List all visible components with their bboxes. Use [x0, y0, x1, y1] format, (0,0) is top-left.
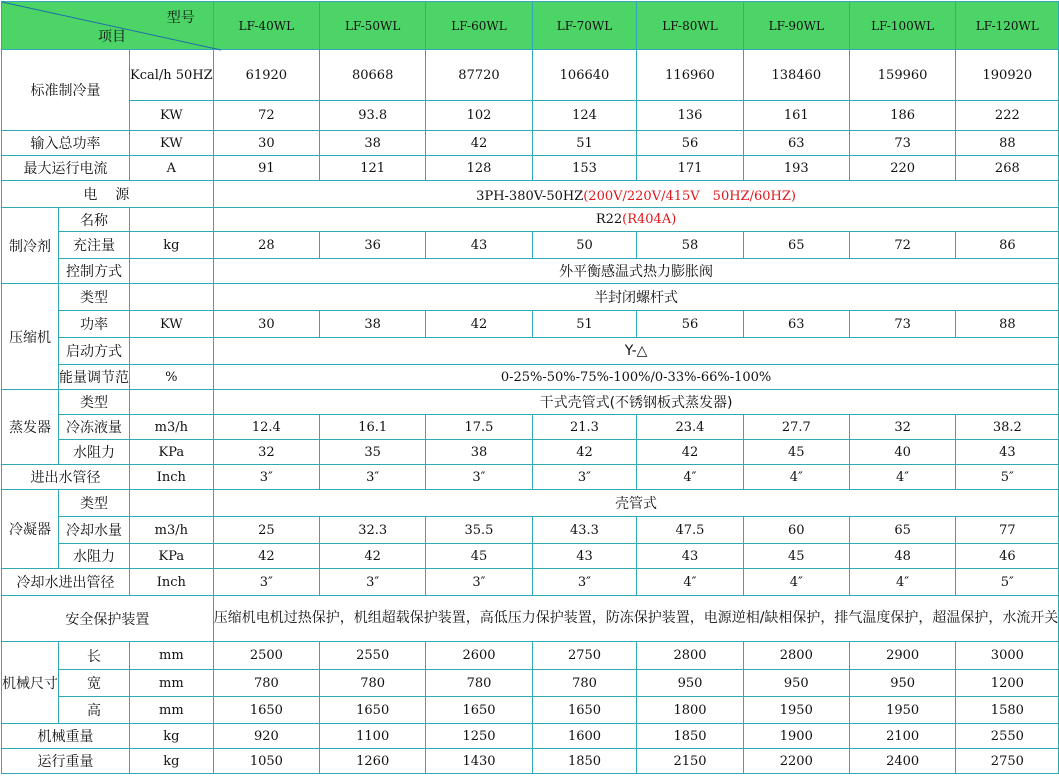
unit-cell: kg	[130, 749, 214, 774]
table-row	[2, 131, 1059, 156]
value-cell: 950	[743, 670, 849, 697]
model-header: LF-40WL	[213, 2, 319, 50]
table-row	[2, 156, 1059, 181]
refrigerant-main: R22	[595, 212, 623, 227]
value-cell: 124	[532, 101, 637, 131]
value-cell: 30	[213, 311, 319, 338]
value-cell: 4″	[849, 569, 955, 596]
row-label: 运行重量	[2, 749, 130, 774]
value-cell: 4″	[743, 569, 849, 596]
unit-cell	[130, 490, 214, 517]
value-cell: 43	[532, 544, 637, 569]
value-cell: 1200	[956, 670, 1059, 697]
value-cell: 1950	[743, 697, 849, 724]
value-cell: 56	[637, 131, 743, 156]
item-label: 项目	[98, 29, 126, 45]
value-cell: 1850	[637, 724, 743, 749]
unit-cell	[130, 259, 214, 284]
group-label: 蒸发器	[2, 390, 59, 465]
value-cell: 91	[213, 156, 319, 181]
value-cell: 1050	[213, 749, 319, 774]
value-cell: 65	[743, 232, 849, 259]
value-cell: 61920	[213, 50, 319, 101]
group-label: 制冷剂	[2, 208, 59, 284]
value-cell: 3″	[426, 465, 532, 490]
value-cell: 36	[320, 232, 426, 259]
value-cell: 121	[320, 156, 426, 181]
model-label: 型号	[166, 10, 195, 26]
control-method-value: 外平衡感温式热力膨胀阀	[213, 259, 1059, 284]
header-corner-cell	[2, 2, 214, 50]
value-cell: 43	[426, 232, 532, 259]
value-cell: 3″	[532, 465, 637, 490]
spec-table	[1, 1, 1059, 774]
group-label: 压缩机	[2, 284, 59, 390]
sub-label: 启动方式	[59, 338, 130, 365]
value-cell: 73	[849, 311, 955, 338]
value-cell: 45	[426, 544, 532, 569]
model-header: LF-100WL	[849, 2, 955, 50]
compressor-type-value: 半封闭螺杆式	[213, 284, 1059, 311]
sub-label: 充注量	[59, 232, 130, 259]
table-row	[2, 208, 1059, 232]
table-row	[2, 465, 1059, 490]
model-header: LF-60WL	[426, 2, 532, 50]
table-row	[2, 338, 1059, 365]
value-cell: 102	[426, 101, 532, 131]
value-cell: 51	[532, 131, 637, 156]
value-cell: 42	[532, 440, 637, 465]
unit-cell: m3/h	[130, 415, 214, 440]
table-row	[2, 284, 1059, 311]
value-cell: 4″	[743, 465, 849, 490]
value-cell: 3000	[956, 642, 1059, 670]
value-cell: 30	[213, 131, 319, 156]
group-label: 机械尺寸	[2, 642, 59, 724]
value-cell: 2800	[743, 642, 849, 670]
table-row	[2, 517, 1059, 544]
value-cell: 42	[426, 131, 532, 156]
unit-cell: mm	[130, 642, 214, 670]
value-cell: 1600	[532, 724, 637, 749]
value-cell: 5″	[956, 569, 1059, 596]
value-cell: 159960	[849, 50, 955, 101]
value-cell: 87720	[426, 50, 532, 101]
value-cell: 32.3	[320, 517, 426, 544]
value-cell: 2550	[320, 642, 426, 670]
value-cell: 93.8	[320, 101, 426, 131]
table-row	[2, 390, 1059, 415]
value-cell: 2550	[956, 724, 1059, 749]
unit-cell: A	[130, 156, 214, 181]
value-cell: 35.5	[426, 517, 532, 544]
sub-label: 高	[59, 697, 130, 724]
sub-label: 类型	[59, 390, 130, 415]
unit-cell: kg	[130, 232, 214, 259]
value-cell: 3″	[213, 465, 319, 490]
unit-cell: KW	[130, 131, 214, 156]
value-cell: 2500	[213, 642, 319, 670]
unit-cell: %	[130, 365, 214, 390]
table-row	[2, 724, 1059, 749]
value-cell: 38.2	[956, 415, 1059, 440]
value-cell: 27.7	[743, 415, 849, 440]
value-cell: 3″	[426, 569, 532, 596]
sub-label: 能量调节范	[59, 365, 130, 390]
unit-cell: mm	[130, 670, 214, 697]
value-cell: 72	[213, 101, 319, 131]
value-cell: 1100	[320, 724, 426, 749]
row-label: 冷却水进出管径	[2, 569, 130, 596]
start-method-value: Y-△	[213, 338, 1059, 365]
unit-cell: KW	[130, 311, 214, 338]
table-row	[2, 642, 1059, 670]
table-row	[2, 365, 1059, 390]
value-cell: 1950	[849, 697, 955, 724]
value-cell: 63	[743, 131, 849, 156]
value-cell: 920	[213, 724, 319, 749]
table-row	[2, 749, 1059, 774]
value-cell: 2100	[849, 724, 955, 749]
value-cell: 153	[532, 156, 637, 181]
sub-label: 冷却水量	[59, 517, 130, 544]
value-cell: 1800	[637, 697, 743, 724]
value-cell: 43	[637, 544, 743, 569]
header-row	[2, 2, 1059, 50]
value-cell: 4″	[637, 569, 743, 596]
value-cell: 43.3	[532, 517, 637, 544]
table-row	[2, 544, 1059, 569]
unit-cell: m3/h	[130, 517, 214, 544]
value-cell: 220	[849, 156, 955, 181]
value-cell: 72	[849, 232, 955, 259]
value-cell: 38	[320, 311, 426, 338]
unit-cell: KPa	[130, 544, 214, 569]
sub-label: 名称	[59, 208, 130, 232]
value-cell: 116960	[637, 50, 743, 101]
row-label: 机械重量	[2, 724, 130, 749]
value-cell: 46	[956, 544, 1059, 569]
value-cell: 2800	[637, 642, 743, 670]
value-cell: 56	[637, 311, 743, 338]
table-row	[2, 596, 1059, 642]
row-label: 电 源	[2, 181, 214, 208]
unit-cell	[130, 338, 214, 365]
value-cell: 73	[849, 131, 955, 156]
unit-cell: KW	[130, 101, 214, 131]
unit-cell: Inch	[130, 569, 214, 596]
value-cell: 63	[743, 311, 849, 338]
value-cell: 80668	[320, 50, 426, 101]
value-cell: 58	[637, 232, 743, 259]
table-row	[2, 490, 1059, 517]
value-cell: 128	[426, 156, 532, 181]
value-cell: 86	[956, 232, 1059, 259]
value-cell: 2750	[956, 749, 1059, 774]
value-cell: 51	[532, 311, 637, 338]
value-cell: 136	[637, 101, 743, 131]
value-cell: 60	[743, 517, 849, 544]
unit-cell	[130, 390, 214, 415]
value-cell: 38	[426, 440, 532, 465]
value-cell: 42	[213, 544, 319, 569]
value-cell: 88	[956, 131, 1059, 156]
value-cell: 780	[426, 670, 532, 697]
value-cell: 1900	[743, 724, 849, 749]
value-cell: 65	[849, 517, 955, 544]
value-cell: 32	[213, 440, 319, 465]
value-cell: 28	[213, 232, 319, 259]
power-supply-main: 3PH-380V-50HZ	[476, 188, 584, 204]
power-supply-alt: (200V/220V/415V 50HZ/60HZ)	[583, 188, 796, 204]
row-label: 输入总功率	[2, 131, 130, 156]
value-cell: 1650	[532, 697, 637, 724]
value-cell: 1580	[956, 697, 1059, 724]
sub-label: 控制方式	[59, 259, 130, 284]
group-label: 冷凝器	[2, 490, 59, 569]
unit-cell: Kcal/h 50HZ	[130, 50, 214, 101]
value-cell: 190920	[956, 50, 1059, 101]
value-cell: 2600	[426, 642, 532, 670]
unit-cell: mm	[130, 697, 214, 724]
table-row	[2, 670, 1059, 697]
value-cell: 1650	[426, 697, 532, 724]
safety-value: 压缩机电机过热保护，机组超载保护装置，高低压力保护装置，防冻保护装置，电源逆相/缺相保护，排气温度保护，超温保护，水流开关	[213, 596, 1059, 642]
value-cell: 25	[213, 517, 319, 544]
value-cell: 138460	[743, 50, 849, 101]
row-label: 标准制冷量	[2, 50, 130, 131]
value-cell: 47.5	[637, 517, 743, 544]
sub-label: 水阻力	[59, 440, 130, 465]
value-cell: 3″	[320, 569, 426, 596]
value-cell: 3″	[213, 569, 319, 596]
sub-label: 水阻力	[59, 544, 130, 569]
value-cell: 2150	[637, 749, 743, 774]
model-header: LF-70WL	[532, 2, 637, 50]
value-cell: 780	[213, 670, 319, 697]
table-row	[2, 181, 1059, 208]
value-cell: 268	[956, 156, 1059, 181]
capacity-range-value: 0-25%-50%-75%-100%/0-33%-66%-100%	[213, 365, 1059, 390]
value-cell: 1250	[426, 724, 532, 749]
value-cell: 77	[956, 517, 1059, 544]
sub-label: 类型	[59, 490, 130, 517]
table-row	[2, 50, 1059, 101]
value-cell: 45	[743, 544, 849, 569]
value-cell: 16.1	[320, 415, 426, 440]
power-supply-value	[213, 181, 1059, 208]
model-header: LF-120WL	[956, 2, 1059, 50]
value-cell: 17.5	[426, 415, 532, 440]
value-cell: 193	[743, 156, 849, 181]
value-cell: 23.4	[637, 415, 743, 440]
value-cell: 161	[743, 101, 849, 131]
value-cell: 780	[532, 670, 637, 697]
value-cell: 45	[743, 440, 849, 465]
value-cell: 1850	[532, 749, 637, 774]
value-cell: 88	[956, 311, 1059, 338]
value-cell: 50	[532, 232, 637, 259]
unit-cell: Inch	[130, 465, 214, 490]
unit-cell: kg	[130, 724, 214, 749]
value-cell: 222	[956, 101, 1059, 131]
table-row	[2, 440, 1059, 465]
table-row	[2, 415, 1059, 440]
sub-label: 功率	[59, 311, 130, 338]
value-cell: 950	[849, 670, 955, 697]
table-row	[2, 259, 1059, 284]
unit-cell	[130, 284, 214, 311]
model-header: LF-80WL	[637, 2, 743, 50]
sub-label: 类型	[59, 284, 130, 311]
value-cell: 1260	[320, 749, 426, 774]
value-cell: 1430	[426, 749, 532, 774]
evaporator-type-value: 干式壳管式(不锈钢板式蒸发器)	[213, 390, 1059, 415]
value-cell: 171	[637, 156, 743, 181]
value-cell: 48	[849, 544, 955, 569]
sub-label: 冷冻液量	[59, 415, 130, 440]
table-row	[2, 232, 1059, 259]
table-row	[2, 697, 1059, 724]
value-cell: 780	[320, 670, 426, 697]
table-row	[2, 101, 1059, 131]
value-cell: 32	[849, 415, 955, 440]
refrigerant-name-value	[213, 208, 1059, 232]
table-row	[2, 569, 1059, 596]
value-cell: 35	[320, 440, 426, 465]
unit-cell: KPa	[130, 440, 214, 465]
condenser-type-value: 壳管式	[213, 490, 1059, 517]
sub-label: 长	[59, 642, 130, 670]
value-cell: 38	[320, 131, 426, 156]
value-cell: 1650	[320, 697, 426, 724]
unit-cell	[130, 208, 214, 232]
value-cell: 40	[849, 440, 955, 465]
value-cell: 1650	[213, 697, 319, 724]
table-row	[2, 311, 1059, 338]
row-label: 最大运行电流	[2, 156, 130, 181]
value-cell: 4″	[637, 465, 743, 490]
value-cell: 950	[637, 670, 743, 697]
value-cell: 12.4	[213, 415, 319, 440]
value-cell: 106640	[532, 50, 637, 101]
value-cell: 42	[426, 311, 532, 338]
sub-label: 宽	[59, 670, 130, 697]
value-cell: 2400	[849, 749, 955, 774]
value-cell: 3″	[532, 569, 637, 596]
value-cell: 2750	[532, 642, 637, 670]
value-cell: 186	[849, 101, 955, 131]
value-cell: 2200	[743, 749, 849, 774]
refrigerant-alt: (R404A)	[622, 212, 677, 227]
model-header: LF-90WL	[743, 2, 849, 50]
value-cell: 21.3	[532, 415, 637, 440]
row-label: 进出水管径	[2, 465, 130, 490]
value-cell: 3″	[320, 465, 426, 490]
value-cell: 43	[956, 440, 1059, 465]
row-label: 安全保护装置	[2, 596, 214, 642]
model-header: LF-50WL	[320, 2, 426, 50]
value-cell: 2900	[849, 642, 955, 670]
value-cell: 42	[637, 440, 743, 465]
value-cell: 5″	[956, 465, 1059, 490]
value-cell: 4″	[849, 465, 955, 490]
value-cell: 42	[320, 544, 426, 569]
